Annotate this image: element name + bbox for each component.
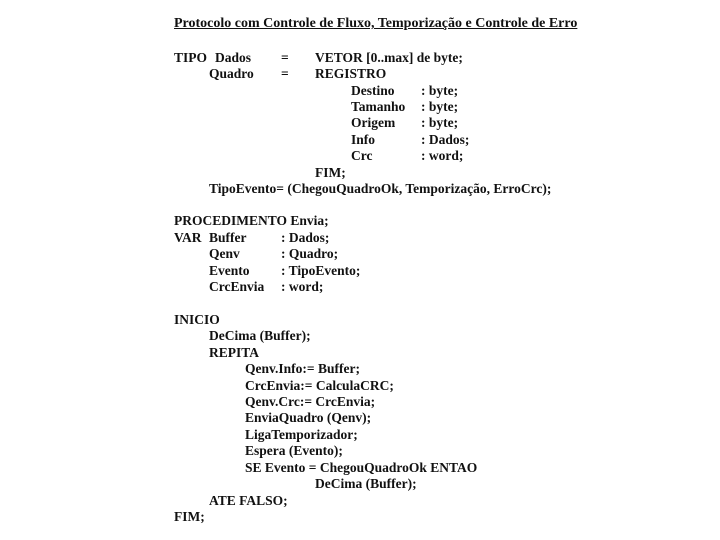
loop-statement: Qenv.Info:= Buffer; <box>245 361 360 376</box>
repita-keyword: REPITA <box>209 345 260 360</box>
var-name: CrcEnvia <box>209 279 265 294</box>
loop-statement: CrcEnvia:= CalculaCRC; <box>245 378 394 393</box>
field-name: Destino <box>351 83 395 98</box>
tipo-keyword: TIPO <box>174 50 208 65</box>
field-name: Origem <box>351 115 396 130</box>
var-name: Buffer <box>209 230 247 245</box>
loop-statement: LigaTemporizador; <box>245 427 358 442</box>
dados-type-name: Dados <box>215 50 252 65</box>
var-type: : word; <box>281 279 324 294</box>
loop-statement: EnviaQuadro (Qenv); <box>245 410 372 425</box>
then-statement: DeCima (Buffer); <box>315 476 417 491</box>
decima-statement: DeCima (Buffer); <box>209 328 311 343</box>
equals-sign-2: = <box>281 66 289 81</box>
var-name: Evento <box>209 263 250 278</box>
inicio-keyword: INICIO <box>174 312 220 327</box>
loop-statement: Espera (Evento); <box>245 443 343 458</box>
loop-statement: Qenv.Crc:= CrcEnvia; <box>245 394 376 409</box>
quadro-type-name: Quadro <box>209 66 254 81</box>
field-type: : byte; <box>421 99 459 114</box>
procedure-end: FIM; <box>174 509 205 524</box>
procedure-header: PROCEDIMENTO Envia; <box>174 213 329 228</box>
var-type: : Dados; <box>281 230 330 245</box>
registro-end: FIM; <box>315 165 346 180</box>
field-type: : byte; <box>421 115 459 130</box>
dados-definition: VETOR [0..max] de byte; <box>315 50 463 65</box>
field-type: : word; <box>421 148 464 163</box>
registro-keyword: REGISTRO <box>315 66 387 81</box>
field-name: Crc <box>351 148 373 163</box>
field-type: : Dados; <box>421 132 470 147</box>
var-keyword: VAR <box>174 230 202 245</box>
ate-falso-statement: ATE FALSO; <box>209 493 288 508</box>
tipo-evento-declaration: TipoEvento= (ChegouQuadroOk, Temporização, ErroCrc); <box>209 181 552 196</box>
field-type: : byte; <box>421 83 459 98</box>
field-name: Info <box>351 132 376 147</box>
field-name: Tamanho <box>351 99 406 114</box>
var-type: : Quadro; <box>281 246 339 261</box>
if-statement: SE Evento = ChegouQuadroOk ENTAO <box>245 460 478 475</box>
equals-sign-1: = <box>281 50 289 65</box>
page-title: Protocolo com Controle de Fluxo, Temporização e Controle de Erro <box>174 16 578 31</box>
var-name: Qenv <box>209 246 240 261</box>
var-type: : TipoEvento; <box>281 263 361 278</box>
